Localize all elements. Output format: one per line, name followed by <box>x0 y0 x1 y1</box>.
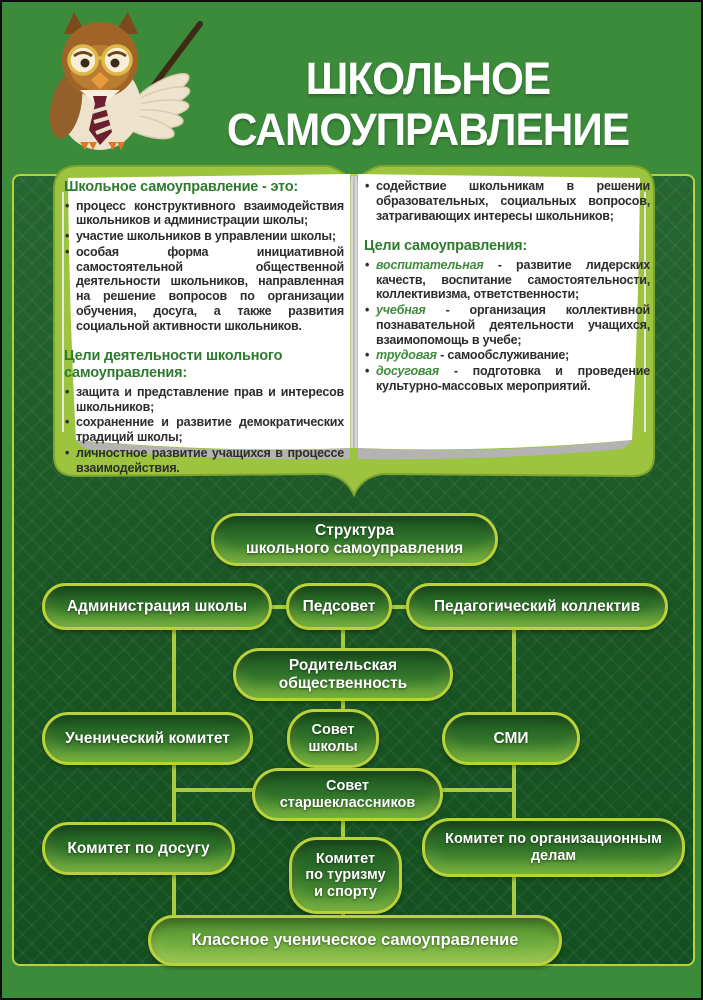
node-label: СМИ <box>493 729 529 747</box>
node-label: Классное ученическое самоуправление <box>191 931 519 950</box>
list-item: • участие школьников в управлении школы; <box>64 229 344 244</box>
node-label: Ученический комитет <box>65 729 230 747</box>
node-label: Структура <box>315 522 394 540</box>
definition-list <box>64 199 344 334</box>
goal-text: - подготовка и проведение культурно-массовых мероприятий. <box>376 364 650 393</box>
node-label: Совет <box>311 722 355 739</box>
node-smi-media <box>442 712 580 765</box>
node-teaching-staff <box>406 583 668 630</box>
node-senior-students-council <box>252 768 443 821</box>
goal-term: досуговая <box>376 364 439 379</box>
title-line-2: САМОУПРАВЛЕНИЕ <box>226 103 630 155</box>
goal-text: - самообслуживание; <box>440 348 570 363</box>
right-heading-goals: Цели самоуправления: <box>364 238 528 255</box>
node-tourism-sport-committee <box>289 837 402 914</box>
list-item: • особая форма инициативной самостоятельной общественной деятельности школьников, направленная на решение вопросов по организации обучения, досуга, а также развития социальной активности школьников. <box>64 245 344 334</box>
node-label: по туризму <box>305 867 386 884</box>
self-government-goals-list <box>364 258 650 394</box>
list-item: • сохраненние и развитие демократических традиций школы; <box>64 415 344 445</box>
title-line-1: ШКОЛЬНОЕ <box>305 53 551 105</box>
node-organizational-affairs-committee <box>422 818 685 877</box>
node-label: Педсовет <box>302 597 376 615</box>
node-label: школы <box>308 738 358 755</box>
node-label: старшеклассников <box>279 794 416 811</box>
node-leisure-committee <box>42 822 235 875</box>
list-item <box>364 303 650 347</box>
goal-term: трудовая <box>376 348 437 363</box>
node-school-administration <box>42 583 272 630</box>
book-right-page-text <box>364 179 650 395</box>
node-label: Комитет по организационным <box>445 831 662 848</box>
node-student-committee <box>42 712 253 765</box>
list-item <box>364 364 650 394</box>
node-label: Родительская <box>288 657 398 675</box>
node-label: Администрация школы <box>66 597 248 615</box>
node-label: Комитет по досугу <box>67 839 210 857</box>
left-heading-definition: Школьное самоуправление - это: <box>64 179 299 195</box>
node-label: общественность <box>278 674 408 692</box>
list-item <box>364 348 650 363</box>
node-school-council <box>287 709 379 768</box>
list-item: • содействие школьникам в решении образовательных, социальных вопросов, затрагивающих интересы школьников; <box>364 179 650 223</box>
book-left-page-text <box>64 179 344 476</box>
goal-term: воспитательная <box>376 257 484 272</box>
node-pedagogical-council <box>286 583 392 630</box>
goal-text: - развитие лидерских качеств, воспитание самостоятельности, коллективизма, ответственности; <box>376 257 650 302</box>
list-item: • личностное развитие учащихся в процессе взаимодействия. <box>64 446 344 476</box>
activity-goals-list <box>64 385 344 476</box>
node-label: делам <box>530 847 577 864</box>
list-item: • процесс конструктивного взаимодействия школьников и администрации школы; <box>64 199 344 229</box>
left-heading-goals: Цели деятельности школьного самоуправления: <box>64 348 283 382</box>
node-label: и спорту <box>314 883 377 900</box>
goal-text: - организация коллективной познавательной деятельности учащихся, взаимопомощь в учебе; <box>376 303 651 347</box>
node-class-student-self-government <box>148 915 562 966</box>
node-label: Педагогический коллектив <box>433 597 641 615</box>
goal-term: учебная <box>376 303 426 318</box>
node-label: школьного самоуправления <box>245 539 464 557</box>
node-label: Комитет <box>315 851 376 868</box>
list-item <box>364 258 650 302</box>
list-item: • защита и представление прав и интересов школьников; <box>64 385 344 415</box>
node-parent-community <box>233 648 453 701</box>
node-structure-title <box>211 513 498 566</box>
assistance-list <box>364 179 650 223</box>
node-label: Совет <box>325 778 370 795</box>
